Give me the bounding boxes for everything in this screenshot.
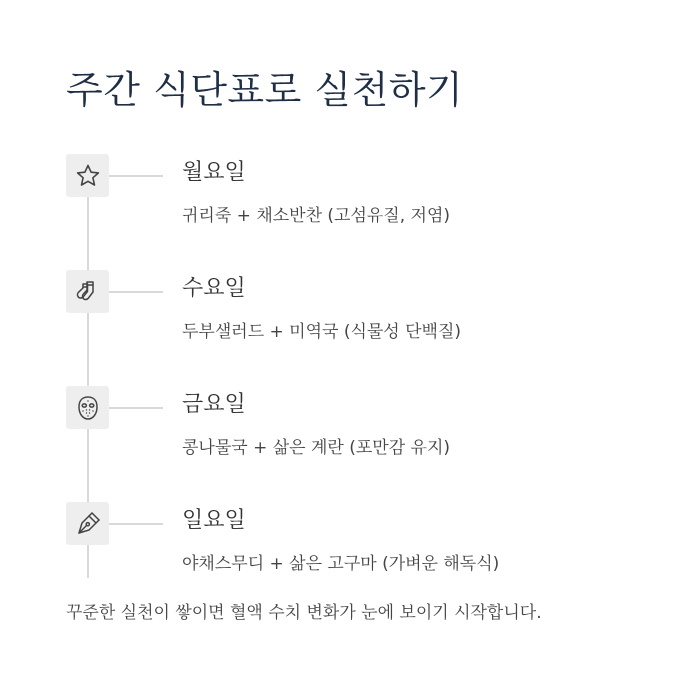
- timeline-connector: [109, 407, 163, 409]
- pen-nib-icon: [66, 502, 109, 545]
- timeline-item-wednesday: [0, 270, 700, 370]
- socks-icon: [66, 270, 109, 313]
- footer-note: 꾸준한 실천이 쌓이면 혈액 수치 변화가 눈에 보이기 시작합니다.: [66, 603, 542, 623]
- day-label: 수요일: [182, 276, 246, 301]
- star-icon: [66, 154, 109, 197]
- timeline-connector: [109, 523, 163, 525]
- menu-description: 콩나물국 + 삶은 계란 (포만감 유지): [182, 438, 451, 458]
- timeline-connector: [109, 291, 163, 293]
- day-label: 금요일: [182, 392, 246, 417]
- timeline-connector: [109, 175, 163, 177]
- day-label: 월요일: [182, 160, 246, 185]
- menu-description: 야채스무디 + 삶은 고구마 (가벼운 해독식): [182, 554, 500, 574]
- page-title: 주간 식단표로 실천하기: [66, 68, 464, 112]
- menu-description: 귀리죽 + 채소반찬 (고섬유질, 저염): [182, 206, 451, 226]
- day-label: 일요일: [182, 508, 246, 533]
- timeline-item-monday: [0, 154, 700, 254]
- timeline-item-sunday: [0, 502, 700, 602]
- menu-description: 두부샐러드 + 미역국 (식물성 단백질): [182, 322, 462, 342]
- hockey-mask-icon: [66, 386, 109, 429]
- timeline-item-friday: [0, 386, 700, 486]
